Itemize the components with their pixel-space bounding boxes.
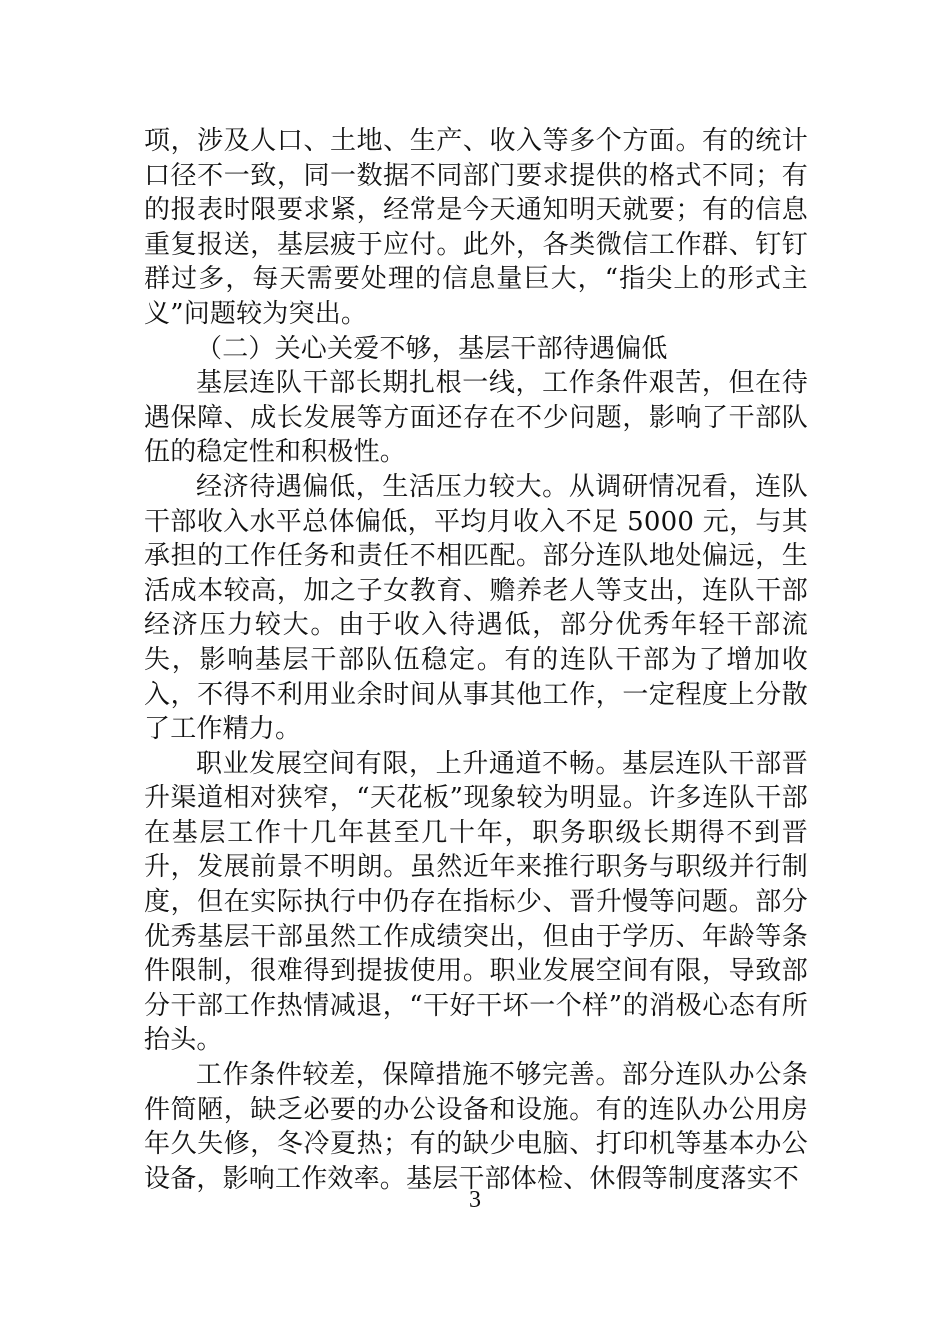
page-number: 3 [469,1187,481,1213]
document-body [144,124,808,1196]
paragraph-economic-treatment: 经济待遇偏低，生活压力较大。从调研情况看，连队干部收入水平总体偏低，平均月收入不足 5000 元，与其承担的工作任务和责任不相匹配。部分连队地处偏远，生活成本较高，加之子女教育、赡养老人等支出，连队干部经济压力较大。由于收入待遇低，部分优秀年轻干部流失，影响基层干部队伍稳定。有的连队干部为了增加收入，不得不利用业余时间从事其他工作，一定程度上分散了工作精力。 [144,471,808,745]
paragraph-continuation: 项，涉及人口、土地、生产、收入等多个方面。有的统计口径不一致，同一数据不同部门要求提供的格式不同；有的报表时限要求紧，经常是今天通知明天就要；有的信息重复报送，基层疲于应付。此外，各类微信工作群、钉钉群过多，每天需要处理的信息量巨大，“指尖上的形式主义”问题较为突出。 [144,126,808,329]
paragraph-working-conditions: 工作条件较差，保障措施不够完善。部分连队办公条件简陋，缺乏必要的办公设备和设施。有的连队办公用房年久失修，冬冷夏热；有的缺少电脑、打印机等基本办公设备，影响工作效率。基层干部体检、休假等制度落实不 [144,1060,808,1194]
paragraph-career-development: 职业发展空间有限，上升通道不畅。基层连队干部晋升渠道相对狭窄，“天花板”现象较为明显。许多连队干部在基层工作十几年甚至几十年，职务职级长期得不到晋升，发展前景不明朗。虽然近年来推行职务与职级并行制度，但在实际执行中仍存在指标少、晋升慢等问题。部分优秀基层干部虽然工作成绩突出，但由于学历、年龄等条件限制，很难得到提拔使用。职业发展空间有限，导致部分干部工作热情减退，“干好干坏一个样”的消极心态有所抬头。 [144,748,808,1056]
paragraph-intro: 基层连队干部长期扎根一线，工作条件艰苦，但在待遇保障、成长发展等方面还存在不少问题，影响了干部队伍的稳定性和积极性。 [144,368,808,468]
section-heading: （二）关心关爱不够，基层干部待遇偏低 [196,333,668,364]
